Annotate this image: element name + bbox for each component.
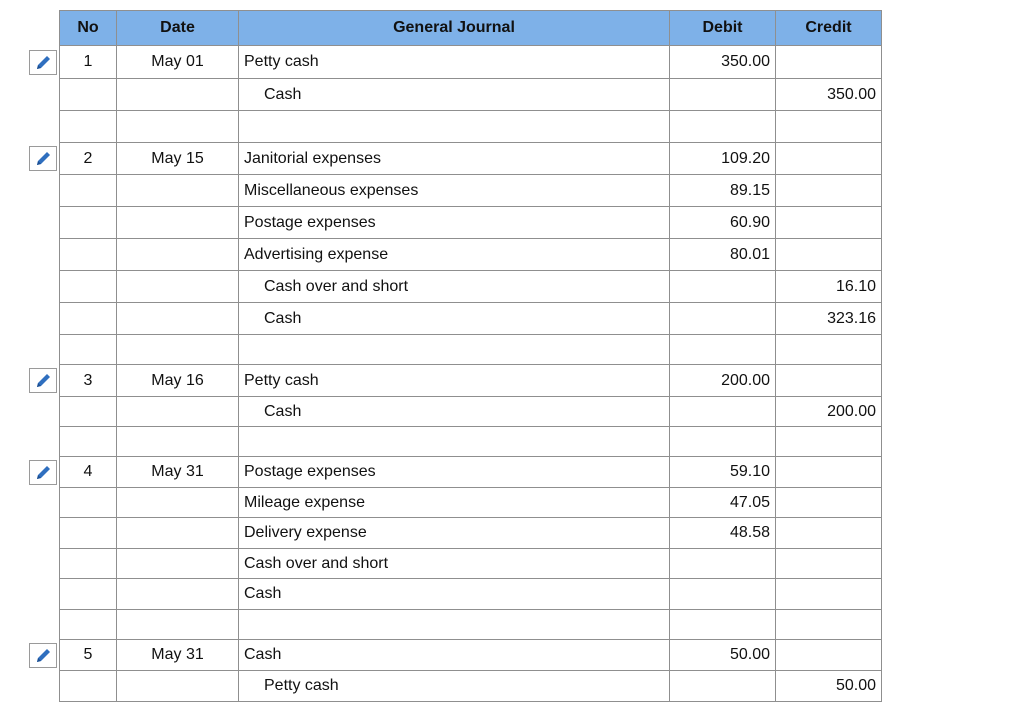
entry-number-cell[interactable] (60, 671, 117, 702)
debit-cell[interactable] (670, 579, 776, 610)
pencil-icon (34, 150, 54, 168)
edit-entry-button[interactable] (29, 643, 57, 668)
entry-number-cell[interactable] (60, 488, 117, 518)
entry-number-cell[interactable] (60, 579, 117, 610)
credit-cell[interactable]: 350.00 (776, 79, 882, 111)
date-cell[interactable]: May 15 (117, 143, 239, 175)
column-header-account: General Journal (239, 11, 670, 46)
table-row (60, 271, 882, 303)
table-row (60, 397, 882, 427)
account-cell[interactable]: Cash over and short (239, 549, 670, 579)
column-header-debit: Debit (670, 11, 776, 46)
edit-entry-button[interactable] (29, 460, 57, 485)
date-cell[interactable] (117, 610, 239, 640)
credit-cell[interactable] (776, 640, 882, 671)
date-cell[interactable] (117, 207, 239, 239)
credit-cell[interactable] (776, 427, 882, 457)
table-row (60, 488, 882, 518)
debit-cell[interactable]: 59.10 (670, 457, 776, 488)
account-cell[interactable]: Postage expenses (239, 207, 670, 239)
pencil-icon (34, 372, 54, 390)
debit-cell[interactable]: 48.58 (670, 518, 776, 549)
table-row (60, 549, 882, 579)
account-cell[interactable]: Cash (239, 303, 670, 335)
date-cell[interactable] (117, 303, 239, 335)
debit-cell[interactable]: 80.01 (670, 239, 776, 271)
account-cell[interactable]: Cash (239, 640, 670, 671)
debit-cell[interactable] (670, 111, 776, 143)
entry-number-cell[interactable] (60, 111, 117, 143)
account-cell[interactable]: Petty cash (239, 671, 670, 702)
table-row (60, 143, 882, 175)
date-cell[interactable] (117, 549, 239, 579)
debit-cell[interactable]: 109.20 (670, 143, 776, 175)
entry-number-cell[interactable]: 2 (60, 143, 117, 175)
date-cell[interactable] (117, 335, 239, 365)
account-cell[interactable]: Cash (239, 397, 670, 427)
edit-entry-button[interactable] (29, 368, 57, 393)
entry-number-cell[interactable]: 3 (60, 365, 117, 397)
header-row (60, 11, 882, 46)
debit-cell[interactable] (670, 271, 776, 303)
table-row (60, 79, 882, 111)
credit-cell[interactable] (776, 207, 882, 239)
table-row (60, 427, 882, 457)
account-cell[interactable] (239, 610, 670, 640)
entry-number-cell[interactable] (60, 518, 117, 549)
credit-cell[interactable] (776, 239, 882, 271)
date-cell[interactable] (117, 397, 239, 427)
credit-cell[interactable] (776, 579, 882, 610)
debit-cell[interactable] (670, 335, 776, 365)
table-row (60, 671, 882, 702)
date-cell[interactable] (117, 79, 239, 111)
entry-number-cell[interactable] (60, 271, 117, 303)
account-cell[interactable]: Janitorial expenses (239, 143, 670, 175)
account-cell[interactable] (239, 111, 670, 143)
debit-cell[interactable] (670, 549, 776, 579)
credit-cell[interactable] (776, 175, 882, 207)
date-cell[interactable] (117, 175, 239, 207)
account-cell[interactable]: Petty cash (239, 46, 670, 79)
debit-cell[interactable] (670, 610, 776, 640)
entry-number-cell[interactable] (60, 79, 117, 111)
date-cell[interactable] (117, 488, 239, 518)
account-cell[interactable]: Postage expenses (239, 457, 670, 488)
account-cell[interactable]: Petty cash (239, 365, 670, 397)
entry-number-cell[interactable] (60, 427, 117, 457)
debit-cell[interactable]: 200.00 (670, 365, 776, 397)
entry-number-cell[interactable] (60, 610, 117, 640)
account-cell[interactable] (239, 335, 670, 365)
debit-cell[interactable] (670, 397, 776, 427)
date-cell[interactable] (117, 518, 239, 549)
debit-cell[interactable] (670, 79, 776, 111)
table-row (60, 579, 882, 610)
entry-number-cell[interactable]: 4 (60, 457, 117, 488)
account-cell[interactable]: Delivery expense (239, 518, 670, 549)
table-row (60, 111, 882, 143)
column-header-no: No (60, 11, 117, 46)
account-cell[interactable]: Cash (239, 79, 670, 111)
debit-cell[interactable]: 89.15 (670, 175, 776, 207)
column-header-credit: Credit (776, 11, 882, 46)
pencil-icon (34, 647, 54, 665)
table-row (60, 610, 882, 640)
account-cell[interactable]: Miscellaneous expenses (239, 175, 670, 207)
date-cell[interactable]: May 16 (117, 365, 239, 397)
date-cell[interactable]: May 01 (117, 46, 239, 79)
credit-cell[interactable]: 50.00 (776, 671, 882, 702)
entry-number-cell[interactable] (60, 207, 117, 239)
table-row (60, 518, 882, 549)
entry-number-cell[interactable] (60, 549, 117, 579)
credit-cell[interactable] (776, 549, 882, 579)
credit-cell[interactable]: 200.00 (776, 397, 882, 427)
credit-cell[interactable] (776, 457, 882, 488)
column-header-date: Date (117, 11, 239, 46)
date-cell[interactable]: May 31 (117, 640, 239, 671)
debit-cell[interactable] (670, 303, 776, 335)
table-row (60, 365, 882, 397)
entry-number-cell[interactable]: 5 (60, 640, 117, 671)
entry-number-cell[interactable] (60, 175, 117, 207)
pencil-icon (34, 54, 54, 72)
credit-cell[interactable] (776, 143, 882, 175)
general-journal-table (59, 10, 882, 702)
entry-number-cell[interactable]: 1 (60, 46, 117, 79)
credit-cell[interactable] (776, 46, 882, 79)
account-cell[interactable]: Cash (239, 579, 670, 610)
entry-number-cell[interactable] (60, 397, 117, 427)
table-row (60, 175, 882, 207)
edit-entry-button[interactable] (29, 146, 57, 171)
date-cell[interactable] (117, 111, 239, 143)
credit-cell[interactable] (776, 610, 882, 640)
table-row (60, 239, 882, 271)
table-row (60, 46, 882, 79)
debit-cell[interactable] (670, 427, 776, 457)
entry-number-cell[interactable] (60, 239, 117, 271)
table-row (60, 207, 882, 239)
entry-number-cell[interactable] (60, 335, 117, 365)
account-cell[interactable]: Mileage expense (239, 488, 670, 518)
account-cell[interactable] (239, 427, 670, 457)
account-cell[interactable]: Cash over and short (239, 271, 670, 303)
date-cell[interactable]: May 31 (117, 457, 239, 488)
date-cell[interactable] (117, 671, 239, 702)
date-cell[interactable] (117, 427, 239, 457)
edit-entry-button[interactable] (29, 50, 57, 75)
table-row (60, 303, 882, 335)
table-row (60, 335, 882, 365)
debit-cell[interactable]: 60.90 (670, 207, 776, 239)
debit-cell[interactable]: 47.05 (670, 488, 776, 518)
date-cell[interactable] (117, 271, 239, 303)
entry-number-cell[interactable] (60, 303, 117, 335)
credit-cell[interactable] (776, 365, 882, 397)
debit-cell[interactable] (670, 671, 776, 702)
debit-cell[interactable]: 350.00 (670, 46, 776, 79)
credit-cell[interactable]: 323.16 (776, 303, 882, 335)
credit-cell[interactable] (776, 335, 882, 365)
date-cell[interactable] (117, 239, 239, 271)
table-row (60, 457, 882, 488)
credit-cell[interactable] (776, 111, 882, 143)
debit-cell[interactable]: 50.00 (670, 640, 776, 671)
credit-cell[interactable]: 16.10 (776, 271, 882, 303)
credit-cell[interactable] (776, 488, 882, 518)
credit-cell[interactable] (776, 518, 882, 549)
date-cell[interactable] (117, 579, 239, 610)
account-cell[interactable]: Advertising expense (239, 239, 670, 271)
pencil-icon (34, 464, 54, 482)
table-row (60, 640, 882, 671)
